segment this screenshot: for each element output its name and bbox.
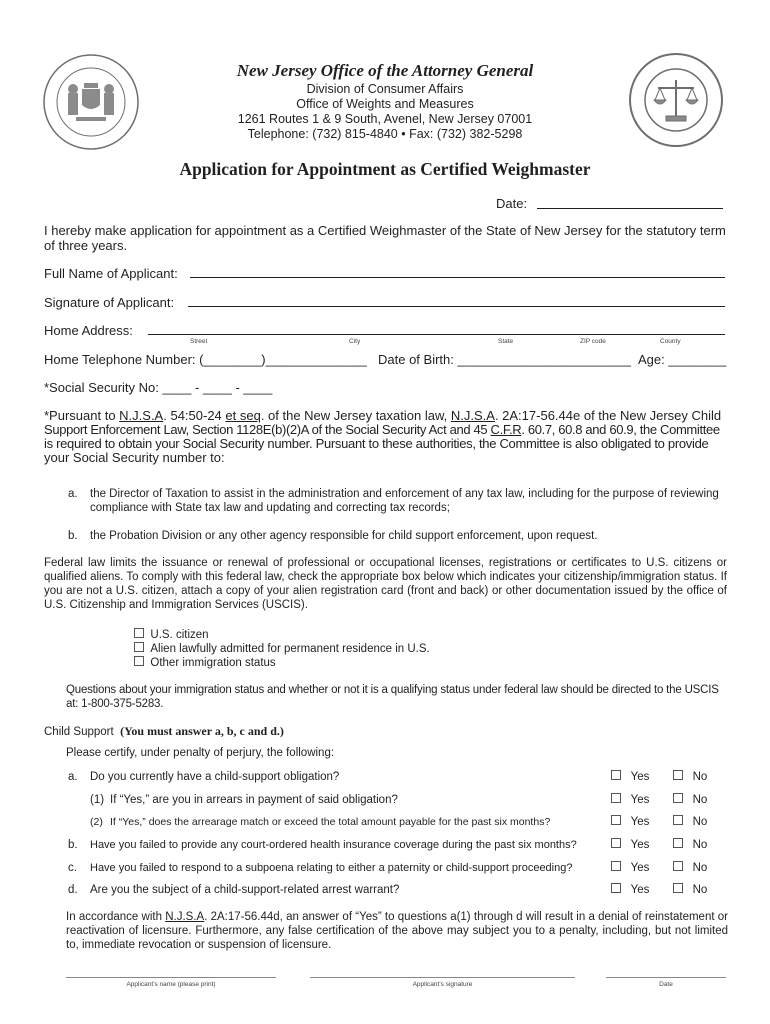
question-c-yes[interactable]: Yes [611, 861, 649, 875]
question-c-text: Have you failed to respond to a subpoena relating to either a paternity or child-support proceeding? [90, 862, 573, 874]
legal-paragraph-line-3: is required to obtain your Social Security number. Pursuant to these authorities, the Committee is also obligated to provide [44, 436, 709, 451]
status-option-permanent-resident[interactable]: Alien lawfully admitted for permanent residence in U.S. [134, 642, 430, 656]
question-a-text: Do you currently have a child-support obligation? [90, 771, 340, 783]
legal-paragraph-line-2: Support Enforcement Law, Section 1128E(b)(2)A of the Social Security Act and 45 C.F.R. 60.7, 60.8 and 60.9, the Committee [44, 422, 720, 437]
footer-date-line[interactable] [606, 977, 726, 978]
address-zip-sublabel: ZIP code [580, 338, 606, 345]
legal-paragraph-line-4: your Social Security number to: [44, 450, 225, 465]
applicant-signature-label: Applicant’s signature [412, 981, 473, 988]
checkbox[interactable] [673, 838, 683, 848]
office-address: 1261 Routes 1 & 9 South, Avenel, New Jersey 07001 [237, 112, 533, 126]
checkbox[interactable] [611, 883, 621, 893]
item-a-marker: a. [68, 488, 78, 500]
office-name: Office of Weights and Measures [296, 97, 474, 111]
home-phone-field[interactable]: Home Telephone Number: (________)______________ [44, 352, 367, 367]
question-c-marker: c. [68, 862, 77, 874]
applicant-signature-line[interactable] [310, 977, 575, 978]
checkbox[interactable] [611, 770, 621, 780]
checkbox[interactable] [673, 883, 683, 893]
address-state-sublabel: State [498, 338, 514, 345]
question-a1-no[interactable]: No [673, 793, 707, 807]
ssn-field[interactable]: *Social Security No: ____ - ____ - ____ [44, 380, 273, 395]
question-a-no[interactable]: No [673, 770, 707, 784]
question-a1-yes[interactable]: Yes [611, 793, 649, 807]
checkbox[interactable] [134, 642, 144, 652]
checkbox[interactable] [134, 656, 144, 666]
immigration-questions-text: Questions about your immigration status and whether or not it is a qualifying status under federal law should be directed to the USCIS at: 1-800-375-5283. [66, 684, 719, 710]
agency-title: New Jersey Office of the Attorney General [236, 61, 534, 80]
item-a-text: the Director of Taxation to assist in the administration and enforcement of any tax law, including for the purpose of reviewing compliance with State tax law and updating and correcting tax records; [90, 488, 719, 514]
checkbox[interactable] [673, 770, 683, 780]
date-field[interactable] [537, 195, 723, 209]
division-name: Division of Consumer Affairs [306, 82, 464, 96]
federal-law-text: Federal law limits the issuance or renewal of professional or occupational licenses, registrations or certificates to U.S. citizens or qualified aliens. To comply with this federal law, check the appropriate box below which indicates your citizenship/immigration status. If you are not a U.S. citizen, attach a copy of your alien registration card (front and back) or other documentation issued by the office of U.S. Citizenship and Immigration Services (USCIS). [44, 557, 727, 611]
accordance-text: In accordance with N.J.S.A. 2A:17-56.44d, an answer of “Yes” to questions a(1) through d will result in a denial of reinstatement or reactivation of licensure. Furthermore, any false certification of the above may subject you to a penalty, including, but not limited to, immediate revocation or suspension of licensure. [66, 911, 728, 951]
question-d-yes[interactable]: Yes [611, 883, 649, 897]
question-a1-text: If “Yes,” are you in arrears in payment of said obligation? [110, 794, 398, 806]
question-a2-yes[interactable]: Yes [611, 815, 649, 829]
child-support-heading: Child Support (You must answer a, b, c and d.) [44, 724, 284, 738]
item-b-text: the Probation Division or any other agency responsible for child support enforcement, upon request. [90, 530, 598, 542]
question-a-yes[interactable]: Yes [611, 770, 649, 784]
intro-text: I hereby make application for appointment as a Certified Weighmaster of the State of New Jersey for the statutory term of three years. [44, 223, 726, 253]
applicant-name-line[interactable] [66, 977, 276, 978]
checkbox[interactable] [673, 793, 683, 803]
address-county-sublabel: County [660, 338, 681, 345]
office-phone: Telephone: (732) 815-4840 • Fax: (732) 382-5298 [247, 127, 523, 141]
question-a-marker: a. [68, 771, 78, 783]
form-title: Application for Appointment as Certified Weighmaster [179, 159, 591, 179]
home-address-label: Home Address: [44, 323, 133, 338]
question-a2-no[interactable]: No [673, 815, 707, 829]
item-b-marker: b. [68, 530, 78, 542]
status-option-citizen[interactable]: U.S. citizen [134, 628, 209, 642]
question-b-marker: b. [68, 839, 78, 851]
signature-label: Signature of Applicant: [44, 295, 175, 310]
applicant-name-label: Applicant’s name (please print) [126, 981, 216, 988]
address-city-sublabel: City [349, 338, 361, 345]
date-label: Date: [496, 196, 528, 211]
checkbox[interactable] [611, 793, 621, 803]
age-field[interactable]: Age: ________ [638, 352, 727, 367]
question-a2-marker: (2) [90, 816, 103, 828]
certify-text: Please certify, under penalty of perjury, the following: [66, 747, 335, 759]
checkbox[interactable] [611, 861, 621, 871]
question-b-no[interactable]: No [673, 838, 707, 852]
home-address-field[interactable] [148, 321, 725, 335]
signature-field[interactable] [188, 293, 725, 307]
question-b-yes[interactable]: Yes [611, 838, 649, 852]
question-a2-text: If “Yes,” does the arrearage match or exceed the total amount payable for the past six months? [110, 816, 551, 828]
footer-date-label: Date [659, 981, 673, 988]
checkbox[interactable] [611, 838, 621, 848]
full-name-label: Full Name of Applicant: [44, 266, 178, 281]
question-d-text: Are you the subject of a child-support-related arrest warrant? [90, 884, 400, 896]
legal-paragraph-line-1: *Pursuant to N.J.S.A. 54:50-24 et seq. of the New Jersey taxation law, N.J.S.A. 2A:17-56.44e of the New Jersey Child [44, 408, 722, 423]
checkbox[interactable] [134, 628, 144, 638]
checkbox[interactable] [611, 815, 621, 825]
question-d-no[interactable]: No [673, 883, 707, 897]
question-d-marker: d. [68, 884, 78, 896]
question-b-text: Have you failed to provide any court-ordered health insurance coverage during the past six months? [90, 839, 577, 851]
status-option-other[interactable]: Other immigration status [134, 656, 276, 670]
address-street-sublabel: Street [190, 338, 208, 345]
question-c-no[interactable]: No [673, 861, 707, 875]
checkbox[interactable] [673, 861, 683, 871]
question-a1-marker: (1) [90, 794, 105, 806]
date-of-birth-field[interactable]: Date of Birth: ________________________ [378, 352, 631, 367]
checkbox[interactable] [673, 815, 683, 825]
full-name-field[interactable] [190, 264, 725, 278]
